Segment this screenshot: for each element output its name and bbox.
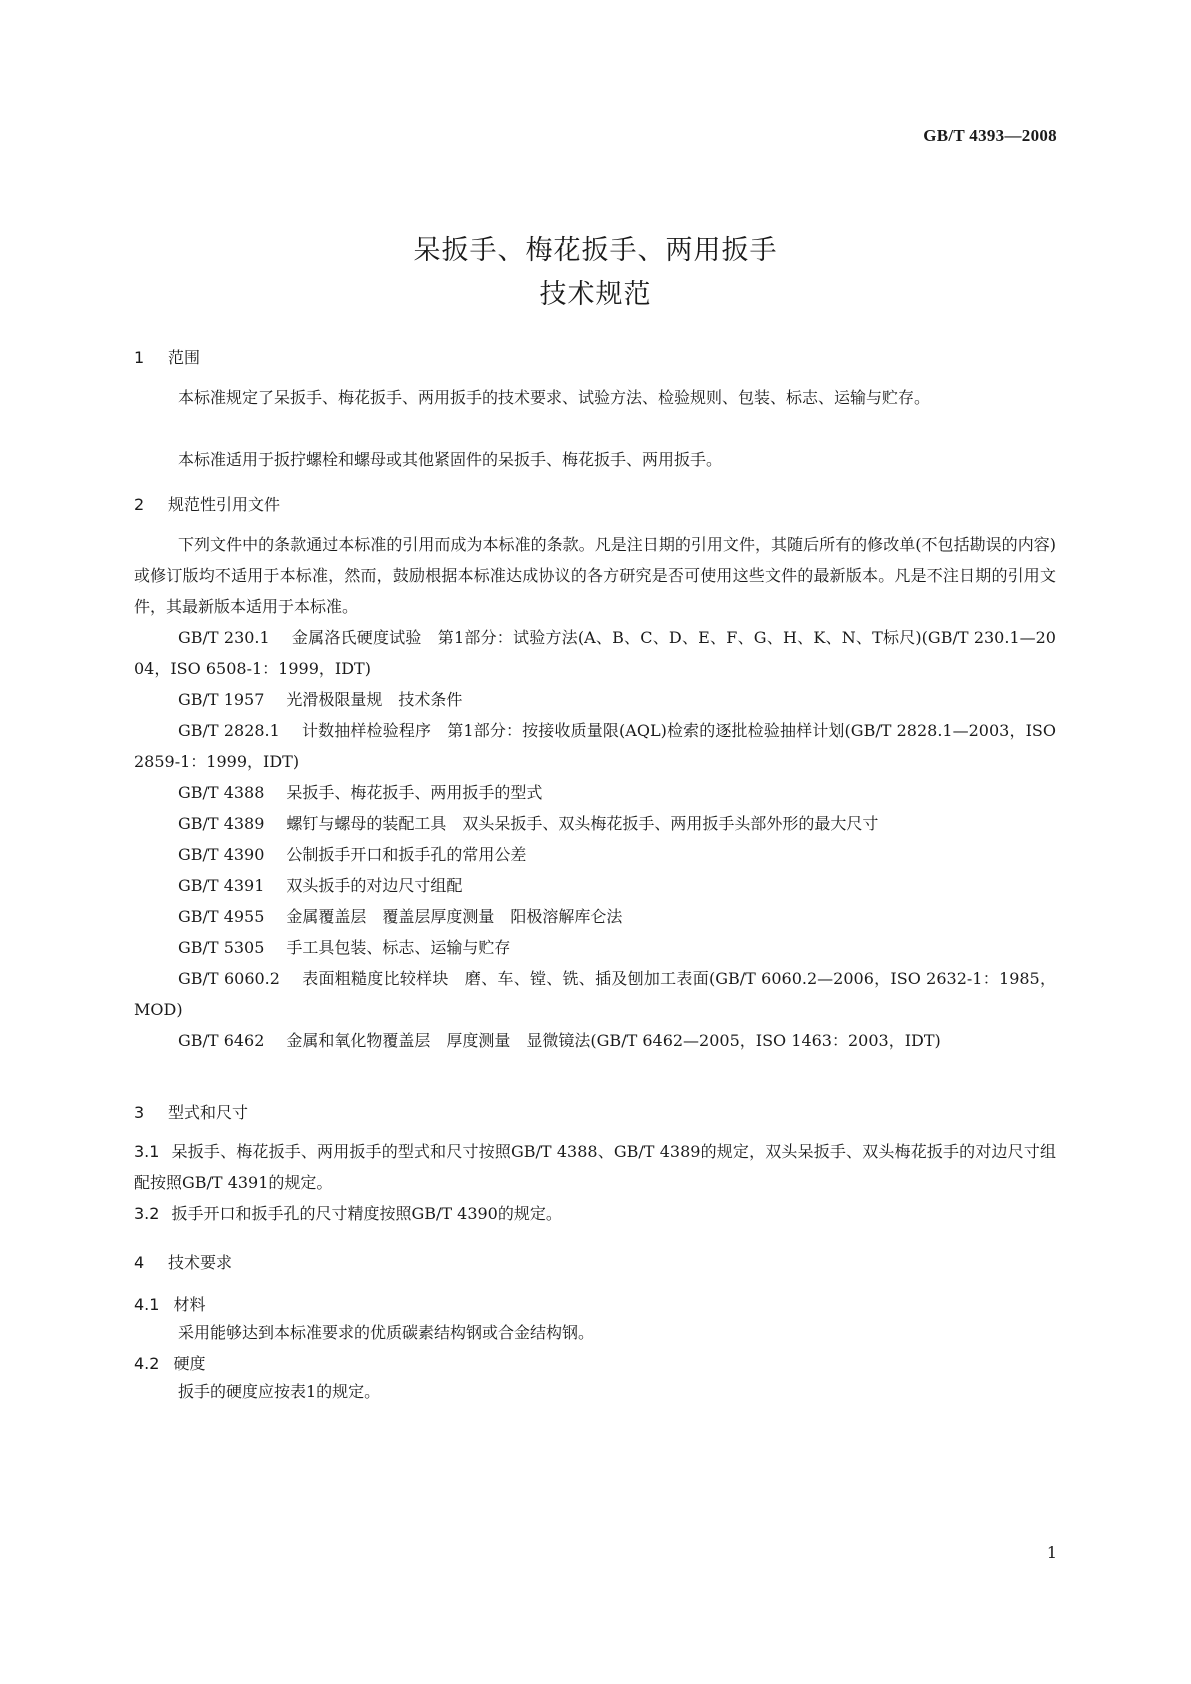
clause-4-2-heading [134,1351,205,1374]
clause-title: 硬度 [173,1354,206,1373]
reference-item [134,622,1056,684]
reference-code: GB/T 6060.2 [178,969,280,988]
clause-number: 3.1 [134,1142,160,1161]
clause-number: 4.2 [134,1354,160,1373]
reference-text: 金属覆盖层 覆盖层厚度测量 阳极溶解库仑法 [286,907,623,926]
reference-item [134,715,1056,777]
reference-code: GB/T 2828.1 [178,721,280,740]
reference-code: GB/T 4955 [178,907,265,926]
reference-text: 螺钉与螺母的装配工具 双头呆扳手、双头梅花扳手、两用扳手头部外形的最大尺寸 [286,814,879,833]
section-title: 技术要求 [168,1253,233,1272]
reference-text: 金属和氧化物覆盖层 厚度测量 显微镜法(GB/T 6462—2005，ISO 1463：2003，IDT) [286,1031,941,1050]
reference-code: GB/T 5305 [178,938,265,957]
section-number: 1 [134,348,145,367]
reference-item [134,808,1056,839]
reference-item [134,932,1056,963]
section-number: 3 [134,1103,145,1122]
section-heading-4 [134,1250,232,1273]
section-number: 2 [134,495,145,514]
clause-4-1-text: 采用能够达到本标准要求的优质碳素结构钢或合金结构钢。 [178,1323,595,1342]
reference-text: 手工具包装、标志、运输与贮存 [286,938,511,957]
clause-number: 3.2 [134,1204,160,1223]
section-number: 4 [134,1253,145,1272]
section1-paragraph-2: 本标准适用于扳拧螺栓和螺母或其他紧固件的呆扳手、梅花扳手、两用扳手。 [178,450,723,469]
section2-intro: 下列文件中的条款通过本标准的引用而成为本标准的条款。凡是注日期的引用文件，其随后所有的修改单(不包括勘误的内容)或修订版均不适用于本标准，然而，鼓励根据本标准达成协议的各方研究是否可使用这些文件的最新版本。凡是不注日期的引用文件，其最新版本适用于本标准。 [134,535,1056,616]
reference-code: GB/T 4391 [178,876,265,895]
reference-text: 表面粗糙度比较样块 磨、车、镗、铣、插及刨加工表面(GB/T 6060.2—2006，ISO 2632-1：1985，MOD) [134,969,1056,1019]
reference-code: GB/T 6462 [178,1031,265,1050]
reference-item [134,963,1056,1025]
clause-number: 4.1 [134,1295,160,1314]
reference-text: 光滑极限量规 技术条件 [286,690,463,709]
reference-code: GB/T 4388 [178,783,265,802]
reference-text: 公制扳手开口和扳手孔的常用公差 [286,845,527,864]
document-title-line2: 技术规范 [539,279,652,310]
section1-paragraph-1: 本标准规定了呆扳手、梅花扳手、两用扳手的技术要求、试验方法、检验规则、包装、标志、运输与贮存。 [178,388,931,407]
reference-text: 双头扳手的对边尺寸组配 [286,876,463,895]
reference-code: GB/T 4389 [178,814,265,833]
reference-text: 金属洛氏硬度试验 第1部分：试验方法(A、B、C、D、E、F、G、H、K、N、T标尺)(GB/T 230.1—2004，ISO 6508-1：1999，IDT) [134,628,1056,678]
section-heading-1 [134,345,200,368]
clause-3-2 [134,1198,1056,1229]
reference-item [134,684,1056,715]
reference-item [134,870,1056,901]
reference-code: GB/T 230.1 [178,628,270,647]
clause-4-1-heading [134,1292,205,1315]
section-heading-2 [134,492,280,515]
page-number: 1 [1046,1543,1057,1562]
section-title: 型式和尺寸 [168,1103,249,1122]
clause-text: 呆扳手、梅花扳手、两用扳手的型式和尺寸按照GB/T 4388、GB/T 4389的规定，双头呆扳手、双头梅花扳手的对边尺寸组配按照GB/T 4391的规定。 [134,1142,1056,1192]
standard-code: GB/T 4393—2008 [923,126,1057,145]
reference-item [134,1025,1056,1056]
clause-3-1 [134,1136,1056,1198]
section-title: 范围 [168,348,201,367]
reference-code: GB/T 4390 [178,845,265,864]
clause-text: 扳手开口和扳手孔的尺寸精度按照GB/T 4390的规定。 [171,1204,562,1223]
reference-item [134,901,1056,932]
clause-4-2-text: 扳手的硬度应按表1的规定。 [178,1382,381,1401]
document-title-line1: 呆扳手、梅花扳手、两用扳手 [413,235,778,266]
reference-text: 计数抽样检验程序 第1部分：按接收质量限(AQL)检索的逐批检验抽样计划(GB/T 2828.1—2003，ISO 2859-1：1999，IDT) [134,721,1057,771]
section-heading-3 [134,1100,248,1123]
reference-text: 呆扳手、梅花扳手、两用扳手的型式 [286,783,543,802]
reference-item [134,839,1056,870]
reference-code: GB/T 1957 [178,690,265,709]
section-title: 规范性引用文件 [168,495,281,514]
clause-title: 材料 [173,1295,206,1314]
reference-item [134,777,1056,808]
